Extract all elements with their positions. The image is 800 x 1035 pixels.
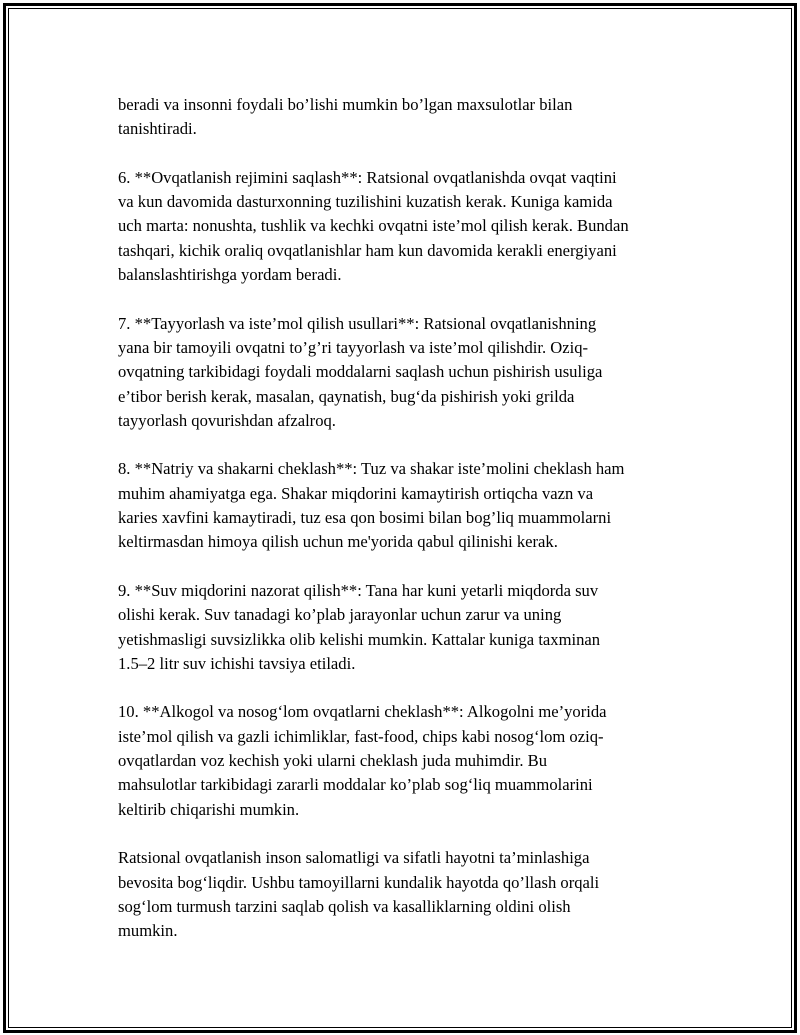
paragraph-continuation: beradi va insonni foydali bo’lishi mumkin bo’lgan maxsulotlar bilan tanishtiradi. (118, 95, 573, 139)
paragraph-item-7: 7. **Tayyorlash va iste’mol qilish usullari**: Ratsional ovqatlanishning yana bir tamoyili ovqatni to’g’ri tayyorlash va iste’mol qilishdir. Oziq- ovqatning tarkibidagi foydali moddalarni saqlash uchun pishirish usuliga e’tibor berish kerak, masalan, qaynatish, bug‘da pishirish yoki grilda tayyorlash qovurishdan afzalroq. (118, 313, 603, 430)
paragraph-conclusion: Ratsional ovqatlanish inson salomatligi va sifatli hayotni ta’minlashiga bevosita bog‘liqdir. Ushbu tamoyillarni kundalik hayotda qo’llash orqali sog‘lom turmush tarzini saqlab qolish va kasalliklarning oldini olish mumkin. (118, 848, 600, 941)
document-body (118, 93, 698, 968)
paragraph-item-10: 10. **Alkogol va nosog‘lom ovqatlarni cheklash**: Alkogolni me’yorida iste’mol qilish va gazli ichimliklar, fast-food, chips kabi nosog‘lom oziq- ovqatlardan voz kechish yoki ularni cheklash juda muhimdir. Bu mahsulotlar tarkibidagi zararli moddalar ko’plab sog‘liq muammolarini keltirib chiqarishi mumkin. (118, 702, 607, 819)
paragraph-item-8: 8. **Natriy va shakarni cheklash**: Tuz va shakar iste’molini cheklash ham muhim ahamiyatga ega. Shakar miqdorini kamaytirish ortiqcha vazn va karies xavfini kamaytiradi, tuz esa qon bosimi bilan bog’liq muammolarni keltirmasdan himoya qilish uchun me'yorida qabul qilinishi kerak. (118, 459, 625, 552)
paragraph-item-9: 9. **Suv miqdorini nazorat qilish**: Tana har kuni yetarli miqdorda suv olishi kerak. Suv tanadagi ko’plab jarayonlar uchun zarur va uning yetishmasligi suvsizlikka olib kelishi mumkin. Kattalar kuniga taxminan 1.5–2 litr suv ichishi tavsiya etiladi. (118, 580, 601, 673)
paragraph-item-6: 6. **Ovqatlanish rejimini saqlash**: Ratsional ovqatlanishda ovqat vaqtini va kun davomida dasturxonning tuzilishini kuzatish kerak. Kuniga kamida uch marta: nonushta, tushlik va kechki ovqatni iste’mol qilish kerak. Bundan tashqari, kichik oraliq ovqatlanishlar ham kun davomida kerakli energiyani balanslashtirishga yordam beradi. (118, 167, 629, 285)
